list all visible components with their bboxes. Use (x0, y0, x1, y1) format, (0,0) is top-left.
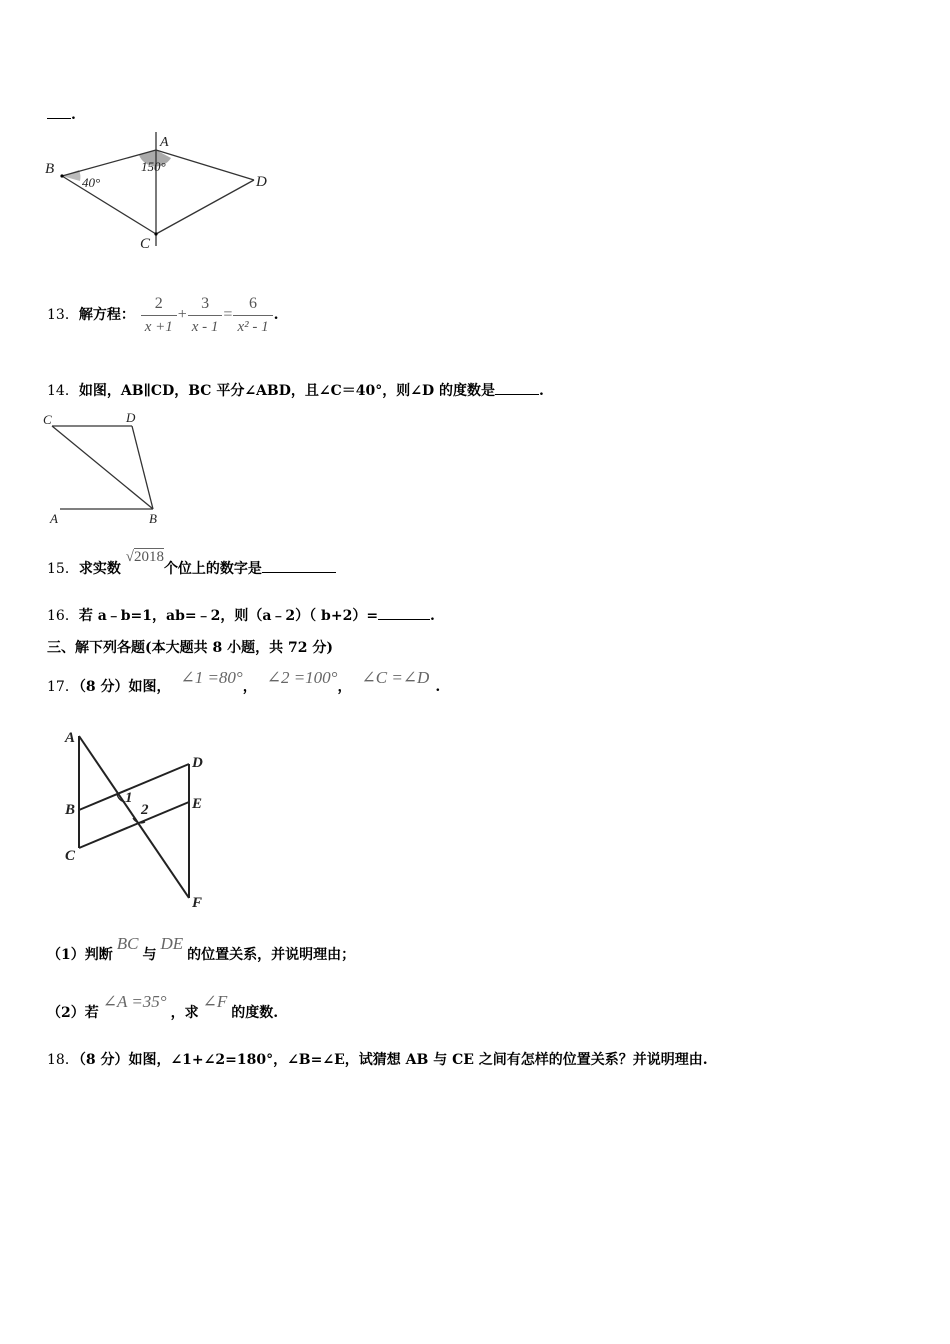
question-18: 18．（8 分）如图，∠1+∠2=180°，∠B=∠E，试猜想 AB 与 CE 之间有怎样的位置关系？并说明理由. (47, 1052, 708, 1068)
label-d: D (256, 174, 267, 190)
section-title: 三、解下列各题(本大题共 8 小题，共 72 分) (47, 640, 333, 656)
question-15: 15．求实数 √2018个位上的数字是 (47, 558, 336, 579)
angle-b-label: 40° (82, 175, 101, 190)
answer-blank (495, 380, 539, 395)
question-16: 16．若 a﹣b=1，ab=﹣2，则（a﹣2）（ b+2）= . (47, 605, 435, 626)
segment-cd (156, 180, 254, 234)
figure-quadrilateral-abcd (40, 128, 280, 258)
label-c: C (65, 848, 76, 864)
question-14: 14．如图，AB∥CD，BC 平分∠ABD，且∠C＝40°，则∠D 的度数是 . (47, 380, 544, 401)
point-c (154, 232, 157, 235)
label-c: C (140, 236, 151, 252)
segment-af (79, 736, 189, 898)
label-e: E (192, 796, 203, 812)
label-angle-1: 1 (125, 790, 133, 806)
question-13: 13．解方程： $\frac{2}{x +1}$ + $\frac{3}{x - 1}$ = $\frac{6}{\text{x² - 1}}$ . (47, 292, 278, 338)
previous-question-fragment: . (47, 104, 76, 125)
fraction-3: $\frac{6}{\text{x² - 1}}$ (233, 293, 272, 338)
label-a: A (160, 135, 169, 150)
label-b: B (149, 511, 157, 526)
label-b: B (45, 161, 55, 177)
label-a: A (65, 730, 76, 746)
label-angle-2: 2 (141, 802, 149, 818)
figure-parallel-ab-cd (40, 408, 180, 530)
label-a: A (50, 511, 58, 526)
question-17-part-1: （1）判断BC与DE的位置关系，并说明理由； (47, 934, 356, 963)
segment-cb (52, 426, 153, 509)
fraction-2: $\frac{3}{x - 1}$ (188, 293, 223, 338)
label-d: D (192, 755, 203, 771)
segment-ce (79, 802, 189, 848)
sqrt-expression: √2018 (125, 549, 164, 565)
question-17: 17．（8 分）如图， ∠1 =80°， ∠2 =100°， ∠C =∠D . (47, 668, 441, 695)
label-f: F (192, 895, 203, 911)
label-d: D (126, 410, 136, 425)
segment-bd (79, 764, 189, 810)
answer-blank (262, 558, 336, 573)
label-b: B (65, 802, 76, 818)
angle-a-label: 150° (141, 159, 166, 174)
question-17-part-2: （2）若∠A =35°，求∠F的度数. (47, 992, 279, 1021)
label-c: C (43, 412, 52, 427)
segment-bc (62, 176, 156, 234)
answer-blank (47, 104, 71, 119)
fraction-1: $\frac{2}{x +1}$ (141, 293, 177, 338)
answer-blank (378, 605, 430, 620)
figure-q17 (55, 722, 225, 917)
point-b (60, 174, 63, 177)
segment-ad (156, 150, 254, 180)
segment-db (132, 426, 153, 509)
